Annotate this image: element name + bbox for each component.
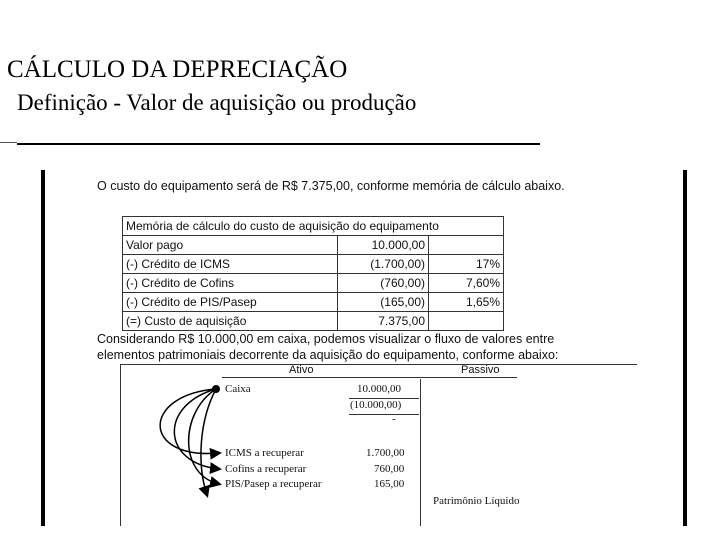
row-value: 10.000,00 [338, 236, 429, 255]
flow-arrows [121, 365, 351, 526]
row-label: (=) Custo de aquisição [123, 312, 338, 331]
row-value: (165,00) [338, 293, 429, 312]
flow-col-passivo: Passivo [461, 364, 500, 376]
memo-caption: Memória de cálculo do custo de aquisição do equipamento [123, 217, 504, 236]
flow-divider [420, 379, 421, 526]
flow-dash: - [392, 413, 396, 425]
patrimonial-flow-diagram [120, 364, 637, 526]
row-label: (-) Crédito de Cofins [123, 274, 338, 293]
flow-caixa-value: 10.000,00 [357, 383, 401, 395]
paragraph-line-1: Considerando R$ 10.000,00 em caixa, podemos visualizar o fluxo de valores entre [97, 332, 555, 346]
paragraph-line-2: elementos patrimoniais decorrente da aquisição do equipamento, conforme abaixo: [97, 348, 559, 362]
scan-border-left [41, 170, 45, 526]
slide-subtitle: Definição - Valor de aquisição ou produção [17, 90, 417, 115]
arrow-to-equipment [201, 389, 216, 495]
arrow-to-cofins [174, 389, 219, 469]
row-pct: 1,65% [429, 293, 504, 312]
cost-memo-table [122, 216, 504, 331]
row-value: 7.375,00 [338, 312, 429, 331]
title-rule [17, 143, 540, 145]
title-rule-stub [0, 142, 17, 143]
row-pct [429, 312, 504, 331]
row-pct: 17% [429, 255, 504, 274]
row-pct [429, 236, 504, 255]
row-label: (-) Crédito de ICMS [123, 255, 338, 274]
flow-patrimonio-label: Patrimônio Líquido [433, 495, 520, 507]
flow-cofins-value: 760,00 [374, 463, 405, 475]
scanned-document-image [41, 170, 687, 526]
flow-caixa-label: Caixa [225, 383, 251, 395]
table-row [123, 312, 504, 331]
row-value: (1.700,00) [338, 255, 429, 274]
table-row [123, 255, 504, 274]
flow-underline [349, 414, 419, 415]
row-pct: 7,60% [429, 274, 504, 293]
table-row [123, 274, 504, 293]
row-value: (760,00) [338, 274, 429, 293]
flow-icms-value: 1.700,00 [366, 447, 405, 459]
arrow-to-icms [160, 389, 219, 454]
flow-caixa-out: (10.000,00) [350, 399, 402, 411]
table-row [123, 236, 504, 255]
flow-icms-label: ICMS a recuperar [225, 447, 304, 459]
row-label: Valor pago [123, 236, 338, 255]
flow-pis-value: 165,00 [374, 478, 405, 490]
table-row [123, 293, 504, 312]
arrow-to-pis [189, 389, 219, 484]
slide-title: CÁLCULO DA DEPRECIAÇÃO [7, 56, 348, 83]
flow-cofins-label: Cofins a recuperar [225, 463, 307, 475]
flow-col-ativo: Ativo [289, 364, 314, 376]
row-label: (-) Crédito de PIS/Pasep [123, 293, 338, 312]
intro-text: O custo do equipamento será de R$ 7.375,00, conforme memória de cálculo abaixo. [97, 179, 565, 193]
scan-border-right [683, 170, 687, 526]
flow-pis-label: PIS/Pasep a recuperar [225, 478, 322, 490]
